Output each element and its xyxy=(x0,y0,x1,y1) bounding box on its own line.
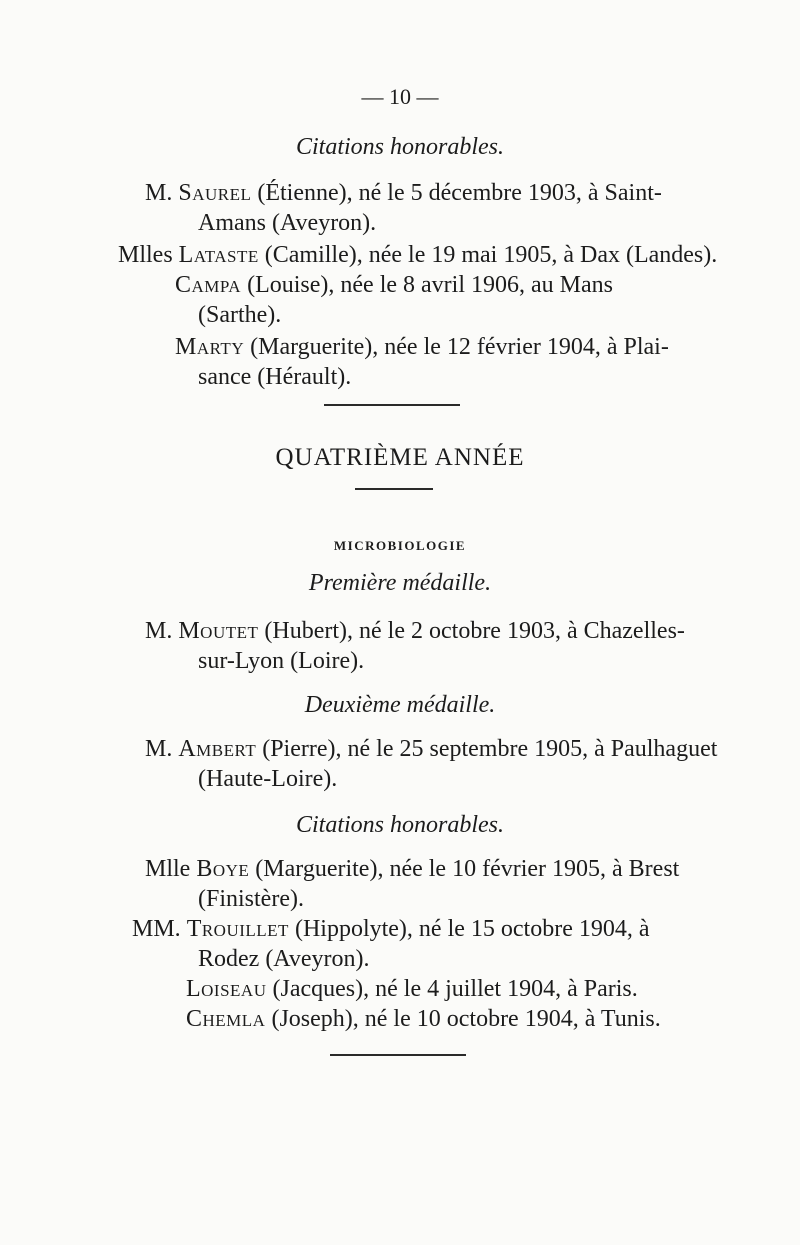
second-medal-heading: Deuxième médaille. xyxy=(304,692,496,718)
entry-continuation: sur-Lyon (Loire). xyxy=(198,648,365,674)
divider xyxy=(355,488,433,490)
entry-line xyxy=(132,914,650,944)
entry-text: (Étienne), né le 5 décembre 1903, à Saint- xyxy=(251,180,662,206)
entry-continuation: Amans (Aveyron). xyxy=(198,210,377,236)
entry-surname: Loiseau xyxy=(186,976,267,1002)
entry-line xyxy=(145,734,717,764)
entry-text: (Jacques), né le 4 juillet 1904, à Paris. xyxy=(266,976,638,1002)
entry-text: (Marguerite), née le 10 février 1905, à Brest xyxy=(249,856,680,882)
entry-line xyxy=(145,178,662,208)
entry-text: (Hippolyte), né le 15 octobre 1904, à xyxy=(288,916,650,942)
entry-surname: Moutet xyxy=(178,618,259,644)
entry-line xyxy=(145,854,679,884)
subsection-title: MICROBIOLOGIE xyxy=(333,538,467,553)
entry-text: (Louise), née le 8 avril 1906, au Mans xyxy=(241,272,613,298)
entry-prefix: M. xyxy=(145,180,173,206)
divider xyxy=(330,1054,466,1056)
citations-heading: Citations honorables. xyxy=(295,134,505,160)
entry-surname: Ambert xyxy=(178,736,257,762)
entry-continuation: (Finistère). xyxy=(198,886,304,912)
entry-line xyxy=(175,332,669,362)
entry-prefix: M. xyxy=(145,618,173,644)
entry-surname: Marty xyxy=(175,334,245,360)
entry-line xyxy=(118,240,717,270)
entry-prefix: M. xyxy=(145,736,173,762)
section-title: QUATRIÈME ANNÉE xyxy=(275,444,525,471)
entry-surname: Lataste xyxy=(178,242,259,268)
entry-line xyxy=(186,1004,661,1034)
page-number: — 10 — xyxy=(361,84,439,109)
entry-surname: Saurel xyxy=(178,180,252,206)
entry-prefix: Mlles xyxy=(118,242,173,268)
entry-text: (Hubert), né le 2 octobre 1903, à Chazelles- xyxy=(258,618,685,644)
entry-continuation: (Haute-Loire). xyxy=(198,766,338,792)
entry-prefix: MM. xyxy=(132,916,181,942)
entry-text: (Marguerite), née le 12 février 1904, à Plai- xyxy=(244,334,669,360)
divider xyxy=(324,404,460,406)
entry-line xyxy=(175,270,613,300)
entry-prefix: Mlle xyxy=(145,856,191,882)
citations-heading: Citations honorables. xyxy=(295,812,505,838)
first-medal-heading: Première médaille. xyxy=(308,570,492,596)
entry-line xyxy=(145,616,685,646)
entry-continuation: sance (Hérault). xyxy=(198,364,352,390)
entry-text: (Camille), née le 19 mai 1905, à Dax (Landes). xyxy=(258,242,718,268)
entry-continuation: Rodez (Aveyron). xyxy=(198,946,370,972)
entry-surname: Trouillet xyxy=(186,916,289,942)
entry-surname: Chemla xyxy=(186,1006,266,1032)
entry-surname: Campa xyxy=(175,272,242,298)
entry-text: (Pierre), né le 25 septembre 1905, à Paulhaguet xyxy=(256,736,718,762)
entry-line xyxy=(186,974,638,1004)
entry-surname: Boye xyxy=(196,856,250,882)
entry-continuation: (Sarthe). xyxy=(198,302,282,328)
entry-text: (Joseph), né le 10 octobre 1904, à Tunis. xyxy=(265,1006,661,1032)
